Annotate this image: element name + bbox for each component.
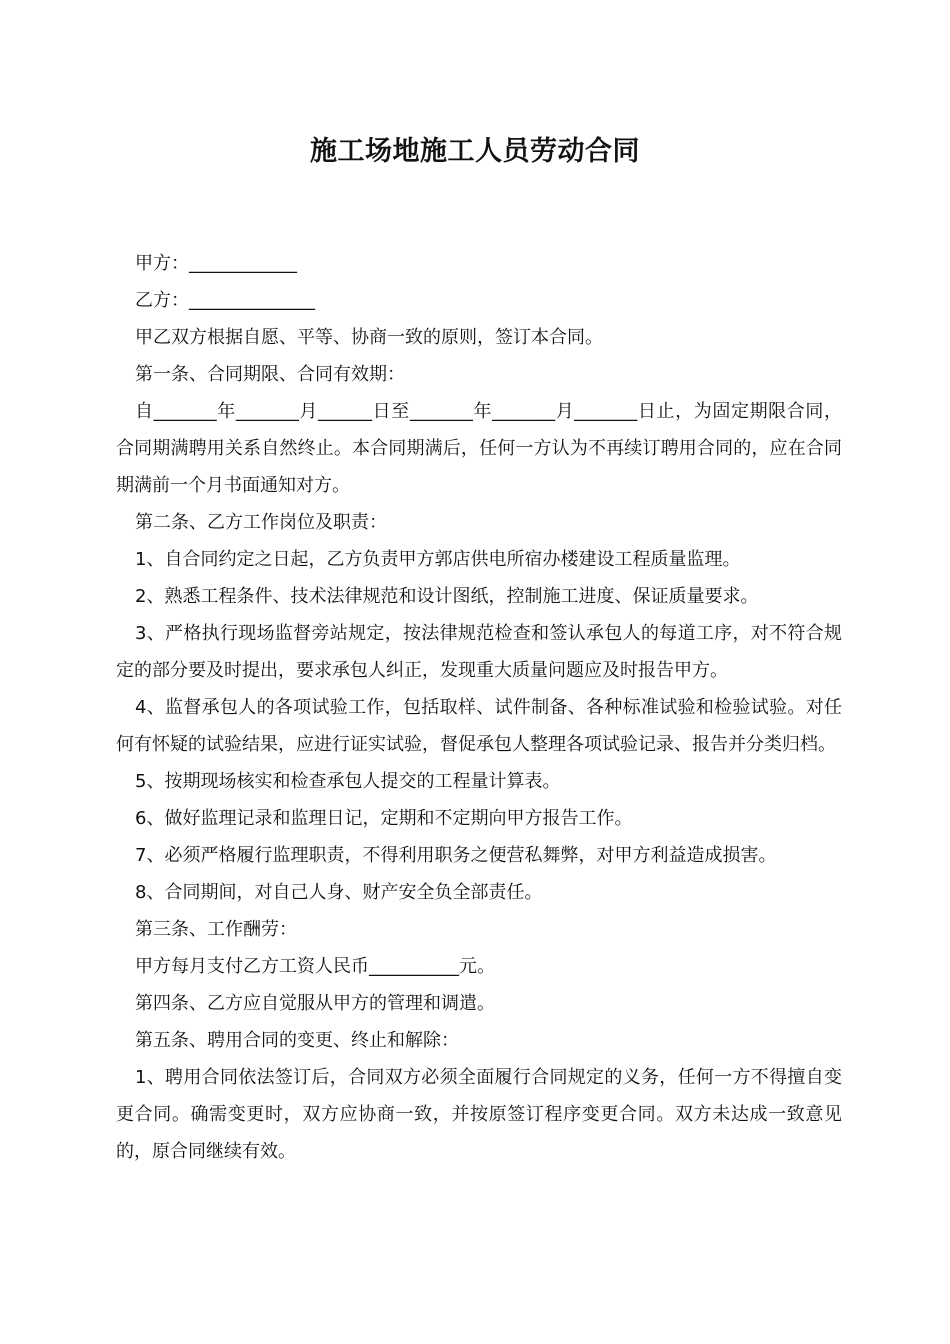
duty-item-3: 3、严格执行现场监督旁站规定，按法律规范检查和签认承包人的每道工序，对不符合规定的部分要及时提出，要求承包人纠正，发现重大质量问题应及时报告甲方。 [116, 623, 842, 681]
article-1-term-paragraph: 自_______年_______月______日至_______年_______月_______日止，为固定期限合同，合同期满聘用关系自然终止。本合同期满后，任何一方认为不再续订聘用合同的，应在合同期满前一个月书面通知对方。 [116, 401, 842, 496]
document-body [116, 245, 842, 1170]
document-title: 施工场地施工人员劳动合同 [310, 136, 640, 167]
duty-item-8: 8、合同期间，对自己人身、财产安全负全部责任。 [135, 882, 543, 903]
article-4-paragraph: 第四条、乙方应自觉服从甲方的管理和调遣。 [135, 993, 495, 1014]
duty-item-6: 6、做好监理记录和监理日记，定期和不定期向甲方报告工作。 [135, 808, 633, 829]
article-2-heading: 第二条、乙方工作岗位及职责： [135, 512, 387, 533]
party-b-line: 乙方：______________ [135, 290, 315, 311]
duty-item-1: 1、自合同约定之日起，乙方负责甲方郭店供电所宿办楼建设工程质量监理。 [135, 549, 741, 570]
duty-item-5: 5、按期现场核实和检查承包人提交的工程量计算表。 [135, 771, 561, 792]
salary-paragraph: 甲方每月支付乙方工资人民币__________元。 [135, 956, 495, 977]
duty-item-7: 7、必须严格履行监理职责，不得利用职务之便营私舞弊，对甲方利益造成损害。 [135, 845, 777, 866]
duty-item-2: 2、熟悉工程条件、技术法律规范和设计图纸，控制施工进度、保证质量要求。 [135, 586, 759, 607]
article-1-heading: 第一条、合同期限、合同有效期： [135, 364, 405, 385]
article-5-item-1: 1、聘用合同依法签订后，合同双方必须全面履行合同规定的义务，任何一方不得擅自变更合同。确需变更时，双方应协商一致，并按原签订程序变更合同。双方未达成一致意见的，原合同继续有效。 [116, 1067, 842, 1162]
duty-item-4: 4、监督承包人的各项试验工作，包括取样、试件制备、各种标准试验和检验试验。对任何有怀疑的试验结果，应进行证实试验，督促承包人整理各项试验记录、报告并分类归档。 [116, 697, 842, 755]
party-a-line: 甲方：____________ [135, 253, 297, 274]
article-5-heading: 第五条、聘用合同的变更、终止和解除： [135, 1030, 459, 1051]
preamble-paragraph: 甲乙双方根据自愿、平等、协商一致的原则，签订本合同。 [135, 327, 603, 348]
article-3-heading: 第三条、工作酬劳： [135, 919, 297, 940]
